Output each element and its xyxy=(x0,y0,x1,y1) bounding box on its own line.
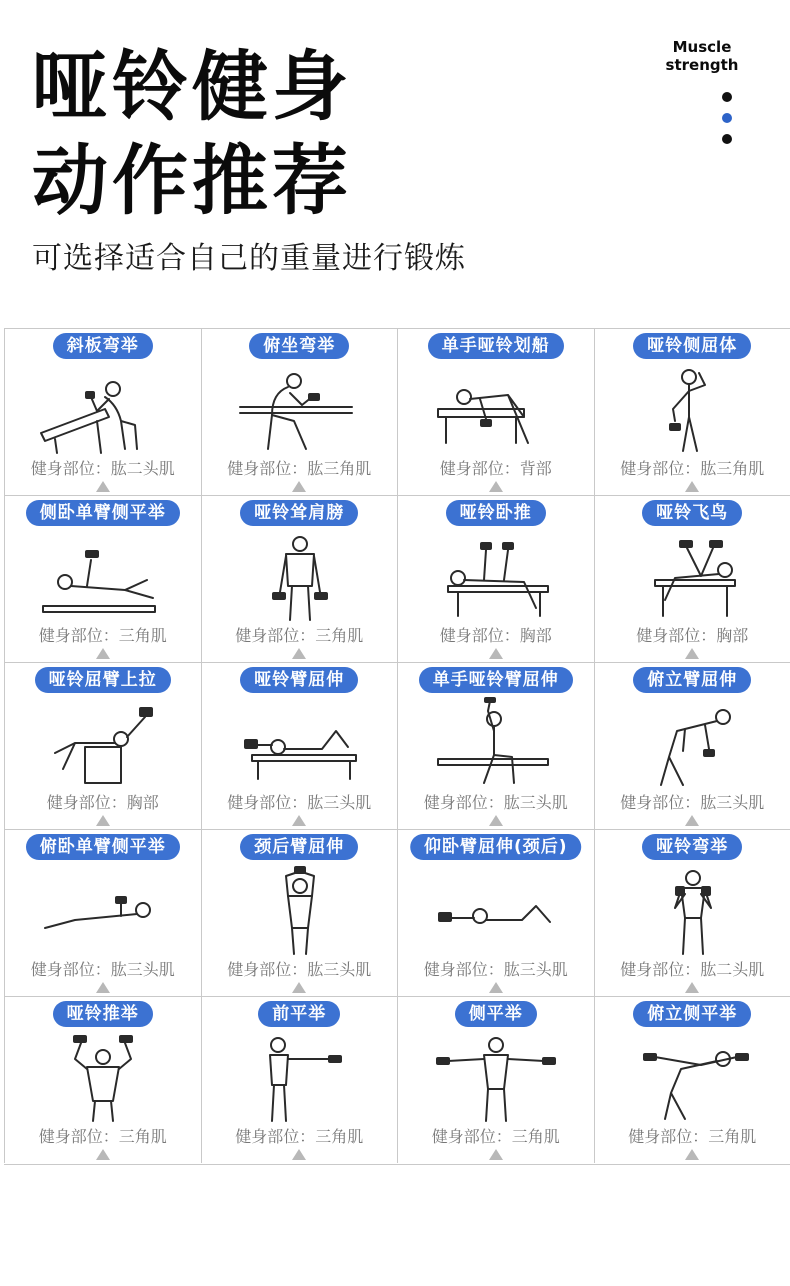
decorative-dots xyxy=(722,92,732,155)
exercise-illustration xyxy=(428,363,564,455)
exercise-card xyxy=(4,662,201,829)
target-muscle: 健身部位：肱三头肌 xyxy=(423,960,568,979)
exercise-card xyxy=(4,829,201,996)
triangle-marker-icon xyxy=(96,481,110,492)
exercise-name: 哑铃飞鸟 xyxy=(642,500,742,526)
exercise-card xyxy=(397,662,594,829)
exercise-illustration xyxy=(625,864,761,956)
triangle-marker-icon xyxy=(489,1149,503,1160)
exercise-illustration xyxy=(625,363,761,455)
exercise-card xyxy=(201,328,398,495)
exercise-card xyxy=(594,495,790,662)
exercise-name: 侧平举 xyxy=(455,1001,537,1027)
target-muscle: 健身部位：肱三头肌 xyxy=(423,793,568,812)
exercise-name: 斜板弯举 xyxy=(53,333,153,359)
exercise-illustration xyxy=(232,530,368,622)
target-muscle: 健身部位：三角肌 xyxy=(431,1127,560,1146)
exercise-card xyxy=(4,996,201,1163)
target-muscle: 健身部位：肱三头肌 xyxy=(620,793,765,812)
exercise-card xyxy=(397,829,594,996)
triangle-marker-icon xyxy=(96,815,110,826)
exercise-name: 哑铃弯举 xyxy=(642,834,742,860)
target-muscle: 健身部位：三角肌 xyxy=(235,626,364,645)
target-muscle: 健身部位：肱二头肌 xyxy=(620,960,765,979)
target-muscle: 健身部位：三角肌 xyxy=(38,1127,167,1146)
target-muscle: 健身部位：肱三头肌 xyxy=(227,960,372,979)
exercise-card xyxy=(397,495,594,662)
exercise-card xyxy=(4,328,201,495)
triangle-marker-icon xyxy=(685,982,699,993)
exercise-illustration xyxy=(35,697,171,789)
triangle-marker-icon xyxy=(96,648,110,659)
brand-line-2: strength xyxy=(665,56,739,74)
dot-3 xyxy=(722,134,732,144)
target-muscle: 健身部位：三角肌 xyxy=(628,1127,757,1146)
triangle-marker-icon xyxy=(292,982,306,993)
target-muscle: 健身部位：肱三角肌 xyxy=(620,459,765,478)
triangle-marker-icon xyxy=(292,481,306,492)
exercise-name: 俯卧单臂侧平举 xyxy=(26,834,180,860)
exercise-name: 俯立臂屈伸 xyxy=(633,667,751,693)
title-line-1: 哑铃健身 xyxy=(32,42,352,131)
target-muscle: 健身部位：肱三头肌 xyxy=(227,793,372,812)
title-line-2: 动作推荐 xyxy=(32,136,352,225)
triangle-marker-icon xyxy=(292,1149,306,1160)
exercise-illustration xyxy=(232,864,368,956)
exercise-name: 单手哑铃划船 xyxy=(428,333,564,359)
exercise-illustration xyxy=(428,530,564,622)
exercise-illustration xyxy=(625,697,761,789)
exercise-illustration xyxy=(35,864,171,956)
exercise-card xyxy=(594,662,790,829)
exercise-illustration xyxy=(232,697,368,789)
exercise-illustration xyxy=(232,363,368,455)
exercise-card xyxy=(201,829,398,996)
exercise-illustration xyxy=(625,530,761,622)
exercise-name: 哑铃臂屈伸 xyxy=(240,667,358,693)
exercise-grid xyxy=(4,328,790,1165)
target-muscle: 健身部位：背部 xyxy=(439,459,552,478)
exercise-card xyxy=(594,829,790,996)
exercise-illustration xyxy=(35,363,171,455)
exercise-illustration xyxy=(35,530,171,622)
triangle-marker-icon xyxy=(292,815,306,826)
brand-line-1: Muscle xyxy=(672,38,732,56)
target-muscle: 健身部位：三角肌 xyxy=(38,626,167,645)
exercise-illustration xyxy=(625,1031,761,1123)
exercise-name: 仰卧臂屈伸(颈后) xyxy=(410,834,582,860)
triangle-marker-icon xyxy=(489,982,503,993)
triangle-marker-icon xyxy=(685,815,699,826)
target-muscle: 健身部位：肱三头肌 xyxy=(30,960,175,979)
target-muscle: 健身部位：肱三角肌 xyxy=(227,459,372,478)
target-muscle: 健身部位：三角肌 xyxy=(235,1127,364,1146)
exercise-name: 单手哑铃臂屈伸 xyxy=(419,667,573,693)
dot-1 xyxy=(722,92,732,102)
triangle-marker-icon xyxy=(489,481,503,492)
triangle-marker-icon xyxy=(96,1149,110,1160)
triangle-marker-icon xyxy=(685,481,699,492)
exercise-name: 侧卧单臂侧平举 xyxy=(26,500,180,526)
triangle-marker-icon xyxy=(685,648,699,659)
exercise-card xyxy=(397,996,594,1163)
exercise-illustration xyxy=(35,1031,171,1123)
exercise-name: 俯立侧平举 xyxy=(633,1001,751,1027)
exercise-card xyxy=(594,328,790,495)
dot-2 xyxy=(722,113,732,123)
exercise-name: 哑铃侧屈体 xyxy=(633,333,751,359)
target-muscle: 健身部位：胸部 xyxy=(439,626,552,645)
exercise-card xyxy=(201,495,398,662)
exercise-illustration xyxy=(428,1031,564,1123)
brand-tag xyxy=(662,38,742,74)
exercise-illustration xyxy=(232,1031,368,1123)
exercise-name: 俯坐弯举 xyxy=(249,333,349,359)
exercise-illustration xyxy=(428,864,564,956)
triangle-marker-icon xyxy=(685,1149,699,1160)
triangle-marker-icon xyxy=(96,982,110,993)
exercise-card xyxy=(4,495,201,662)
exercise-name: 颈后臂屈伸 xyxy=(240,834,358,860)
exercise-name: 哑铃卧推 xyxy=(446,500,546,526)
exercise-card xyxy=(397,328,594,495)
exercise-name: 哑铃屈臂上拉 xyxy=(35,667,171,693)
triangle-marker-icon xyxy=(489,815,503,826)
exercise-name: 前平举 xyxy=(258,1001,340,1027)
triangle-marker-icon xyxy=(489,648,503,659)
page-subtitle: 可选择适合自己的重量进行锻炼 xyxy=(32,241,466,276)
exercise-card xyxy=(201,996,398,1163)
target-muscle: 健身部位：胸部 xyxy=(636,626,749,645)
exercise-name: 哑铃推举 xyxy=(53,1001,153,1027)
target-muscle: 健身部位：肱二头肌 xyxy=(30,459,175,478)
target-muscle: 健身部位：胸部 xyxy=(46,793,159,812)
exercise-illustration xyxy=(428,697,564,789)
triangle-marker-icon xyxy=(292,648,306,659)
exercise-card xyxy=(594,996,790,1163)
exercise-name: 哑铃耸肩膀 xyxy=(240,500,358,526)
exercise-card xyxy=(201,662,398,829)
page-title xyxy=(32,40,352,228)
